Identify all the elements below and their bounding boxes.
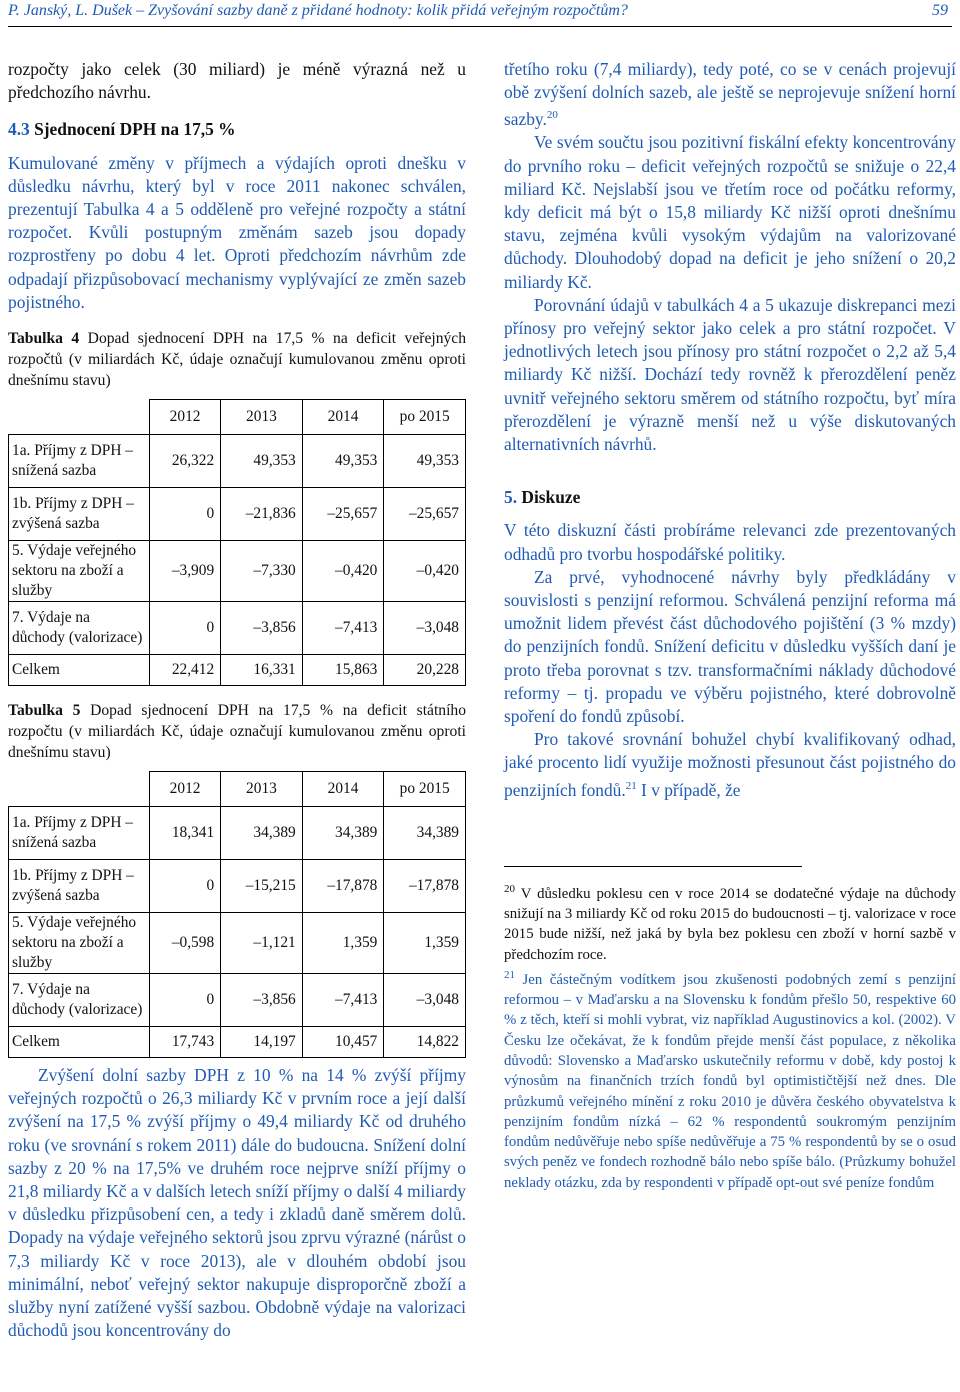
table-total-row (9, 655, 466, 686)
table-cell: –3,048 (384, 602, 466, 655)
row-label: 1a. Příjmy z DPH – snížená sazba (9, 435, 150, 488)
table-row (9, 913, 466, 974)
table-cell: –0,420 (302, 541, 384, 602)
table-5 (8, 771, 466, 1058)
running-title: P. Janský, L. Dušek – Zvyšování sazby daně z přidané hodnoty: kolik přidá veřejným rozpočtům? (8, 2, 628, 19)
table-cell: 14,197 (221, 1027, 303, 1058)
table-cell: –15,215 (221, 860, 303, 913)
table-cell: 20,228 (384, 655, 466, 686)
table-cell: 17,743 (150, 1027, 221, 1058)
row-label: 5. Výdaje veřejného sektoru na zboží a služby (9, 913, 150, 974)
table-cell: 0 (150, 488, 221, 541)
paragraph-fiscal-effects: Ve svém součtu jsou pozitivní fiskální efekty koncentrovány do prvního roku – deficit veřejných rozpočtů se snižuje o 22,4 miliard Kč. Nejslabší jsou ve třetím roce od počátku reformy, kdy deficit má být o 15,8 miliardy Kč nižší oproti dnešnímu stavu, zejména kvůli vysokým výdajům na valorizované důchody. Dlouhodobý dopad na deficit je jeho snížení o 20,2 miliardy Kč. (504, 132, 956, 292)
table-row (9, 541, 466, 602)
footnote-21: $^{21}$ Jen částečným vodítkem jsou zkušenosti podobných zemí s penzijní reformou – v Maďarsku a na Slovensku k fondům přešlo 50, respektive 60 % z těch, kteří si mohli vybrat, viz například Augustinovics a kol. (2002). V Česku lze očekávat, že k fondům přejde menší část populace, z několika důvodů: Slovensko a Maďarsko uskutečnily reformu v době, kdy postoj k výnosům na finančních trzích fondů byl optimističtější než dnes. Dle průzkumů veřejného mínění z roku 2010 je důvěra českého obyvatelstva k penzijním fondům nízká – 62 % respondentů soukromým penzijním fondům nedůvěřuje nebo spíše nedůvěřuje a 75 % respondentů by se o osud svých peněz ve fondech rozhodně bálo nebo spíše bálo. (Průzkumy bohužel neklady otázku, zda by respondenti v případě opt-out své peníze fondům (504, 968, 956, 1191)
section-number: 5. (504, 487, 518, 508)
section-number: 4.3 (8, 119, 30, 140)
table-row (9, 807, 466, 860)
header-cell: 2014 (302, 400, 384, 435)
table-cell: 49,353 (302, 435, 384, 488)
page-header (8, 2, 952, 27)
section-title: Diskuze (517, 487, 581, 508)
header-cell: 2013 (221, 400, 303, 435)
table-cell: 18,341 (150, 807, 221, 860)
table-cell: 1,359 (302, 913, 384, 974)
header-cell: 2013 (221, 772, 303, 807)
paragraph-comparison: Porovnání údajů v tabulkách 4 a 5 ukazuje diskrepanci mezi přínosy pro veřejný sektor jako celek a pro státní rozpočet. V jednotlivých letech jsou přínosy pro státní rozpočet o 2,2 až 5,4 miliardy Kč nižší. Dochází tedy rovněž k přerozdělení peněz uvnitř veřejného sektoru směrem od státního rozpočtu, byť míra přerozdělení je výrazně menší než u výše diskutovaných alternativních návrhů. (504, 294, 956, 455)
table4-label: Tabulka 4 (8, 330, 80, 348)
paragraph-discussion-intro: V této diskuzní části probíráme relevanci zde prezentovaných odhadů pro tvorbu hospodářské politiky. (504, 520, 956, 564)
header-cell: 2012 (150, 400, 221, 435)
table-4 (8, 399, 466, 686)
table-cell: 14,822 (384, 1027, 466, 1058)
row-label: Celkem (9, 1027, 150, 1058)
intro-paragraph: rozpočty jako celek (30 miliard) je méně výrazná než u předchozího návrhu. (8, 59, 466, 103)
table4-caption-text: Dopad sjednocení DPH na 17,5 % na deficit veřejných rozpočtů (v miliardách Kč, údaje označují kumulovanou změnu oproti dnešnímu stavu) (8, 330, 467, 390)
header-cell: po 2015 (384, 400, 466, 435)
footnote-ref-20[interactable]: 20 (546, 109, 558, 122)
table5-caption (8, 700, 466, 763)
table-header-row (9, 772, 466, 807)
row-label: 1a. Příjmy z DPH – snížená sazba (9, 807, 150, 860)
footnote-number: 21 (504, 968, 515, 981)
section-paragraph: Kumulované změny v příjmech a výdajích oproti dnešku v důsledku návrhu, který byl v roce 2011 nakonec schválen, prezentují Tabulka 4 a 5 odděleně pro veřejné rozpočty a státní rozpočet. Kvůli postupným změnám sazeb jsou dopady rozprostřeny po dobu 4 let. Oproti předchozím návrhům zde odpadají přizpůsobovací mechanismy vyplývající ze změn sazeb pojistného. (8, 152, 466, 312)
section-title: Sjednocení DPH na 17,5 % (29, 119, 236, 140)
table-cell: 49,353 (221, 435, 303, 488)
left-column (8, 58, 466, 1342)
table-cell: 10,457 (302, 1027, 384, 1058)
table-cell: 26,322 (150, 435, 221, 488)
row-label: 5. Výdaje veřejného sektoru na zboží a služby (9, 541, 150, 602)
table-row (9, 488, 466, 541)
table-cell: –0,420 (384, 541, 466, 602)
table-row (9, 974, 466, 1027)
row-label: 7. Výdaje na důchody (valorizace) (9, 974, 150, 1027)
paragraph-first-point: Za prvé, vyhodnocené návrhy byly předkládány v souvislosti s penzijní reformou. Schválená penzijní reforma má umožnit lidem převést část důchodového pojištění (3 % mzdy) do penzijních fondů. Snížení deficitu v důsledku vyšších daní je proto třeba porovnat s tzv. transformačními náklady důchodové reformy – tj. propadu ve výběru pojistného, které dobrovolně spoření do fondů způsobí. (504, 566, 956, 727)
row-label: 1b. Příjmy z DPH – zvýšená sazba (9, 860, 150, 913)
table-cell: –17,878 (302, 860, 384, 913)
table-cell: –25,657 (384, 488, 466, 541)
footnote-number: 20 (504, 882, 515, 895)
table-cell: –3,856 (221, 974, 303, 1027)
table-cell: –0,598 (150, 913, 221, 974)
table-row (9, 435, 466, 488)
footnote-ref-21[interactable]: 21 (625, 779, 637, 792)
footnote-divider (504, 866, 802, 867)
table-cell: –7,413 (302, 602, 384, 655)
row-label: 7. Výdaje na důchody (valorizace) (9, 602, 150, 655)
section-heading-5 (504, 486, 956, 509)
table-cell: 34,389 (302, 807, 384, 860)
table-cell: –3,048 (384, 974, 466, 1027)
table-cell: –7,330 (221, 541, 303, 602)
header-cell: 2014 (302, 772, 384, 807)
table-cell: 34,389 (221, 807, 303, 860)
table-cell: 16,331 (221, 655, 303, 686)
table-cell: 49,353 (384, 435, 466, 488)
right-column (504, 58, 956, 1193)
paragraph-continued: třetího roku (7,4 miliardy), tedy poté, co se v cenách projevují obě zvýšení dolních sazeb, ale ještě se neprojevuje snížení horní sazby.$^{20}$ (504, 59, 956, 130)
table-cell: –17,878 (384, 860, 466, 913)
section-heading-4-3 (8, 118, 466, 141)
header-cell: po 2015 (384, 772, 466, 807)
page-number: 59 (932, 2, 948, 19)
footnote-20: $^{20}$ V důsledku poklesu cen v roce 2014 se dodatečné výdaje na důchody snižují na 3 miliardy Kč od roku 2015 do budoucnosti – tj. valorizace v roce 2015 bude nižší, než jaká by byla bez poklesu cen zboží v horní sazbě v předchozím roce. (504, 882, 956, 963)
table-cell: –1,121 (221, 913, 303, 974)
table-cell: –3,909 (150, 541, 221, 602)
table4-caption (8, 328, 466, 391)
table5-caption-text: Dopad sjednocení DPH na 17,5 % na deficit státního rozpočtu (v miliardách Kč, údaje označují kumulovanou změnu oproti dnešnímu stavu) (8, 702, 466, 762)
closing-paragraph: Zvýšení dolní sazby DPH z 10 % na 14 % zvýší příjmy veřejných rozpočtů o 26,3 miliardy Kč v prvním roce a její další zvýšení na 17,5 % zvýší příjmy o 49,4 miliardy Kč od druhého roku (ve srovnání s rokem 2011) dále do budoucna. Snížení dolní sazby z 20 % na 17,5% ve druhém roce nejprve sníží příjmy o 21,8 miliardy Kč a v dalších letech sníží příjmy o další 4 miliardy v důsledku přizpůsobení cen, a tedy i zkladů daně směrem dolů. Dopady na výdaje veřejného sektorů jsou zprvu výrazné (nárůst o 7,3 miliardy Kč v roce 2013), ale v dlouhém období jsou minimální, neboť veřejný sektor nakupuje disproporčně zboží a služby nyní zatížené vyšší sazbou. Obdobně výdaje na valorizaci důchodů jsou koncentrovány do (8, 1065, 466, 1341)
table-cell: –25,657 (302, 488, 384, 541)
row-label: Celkem (9, 655, 150, 686)
table-total-row (9, 1027, 466, 1058)
table-cell: 34,389 (384, 807, 466, 860)
table-cell: 0 (150, 602, 221, 655)
table-header-row (9, 400, 466, 435)
header-cell (9, 400, 150, 435)
header-cell (9, 772, 150, 807)
table-cell: –21,836 (221, 488, 303, 541)
table-cell: 1,359 (384, 913, 466, 974)
table-cell: 15,863 (302, 655, 384, 686)
table-row (9, 860, 466, 913)
table-cell: –3,856 (221, 602, 303, 655)
table-cell: 0 (150, 860, 221, 913)
header-cell: 2012 (150, 772, 221, 807)
paragraph-second-point: Pro takové srovnání bohužel chybí kvalifikovaný odhad, jaké procento lidí využije možnosti přesunout část pojistného do penzijních fondů.$^{21}$ I v případě, že (504, 729, 956, 800)
table-cell: –7,413 (302, 974, 384, 1027)
table5-label: Tabulka 5 (8, 702, 81, 720)
row-label: 1b. Příjmy z DPH – zvýšená sazba (9, 488, 150, 541)
table-row (9, 602, 466, 655)
table-cell: 22,412 (150, 655, 221, 686)
table-cell: 0 (150, 974, 221, 1027)
